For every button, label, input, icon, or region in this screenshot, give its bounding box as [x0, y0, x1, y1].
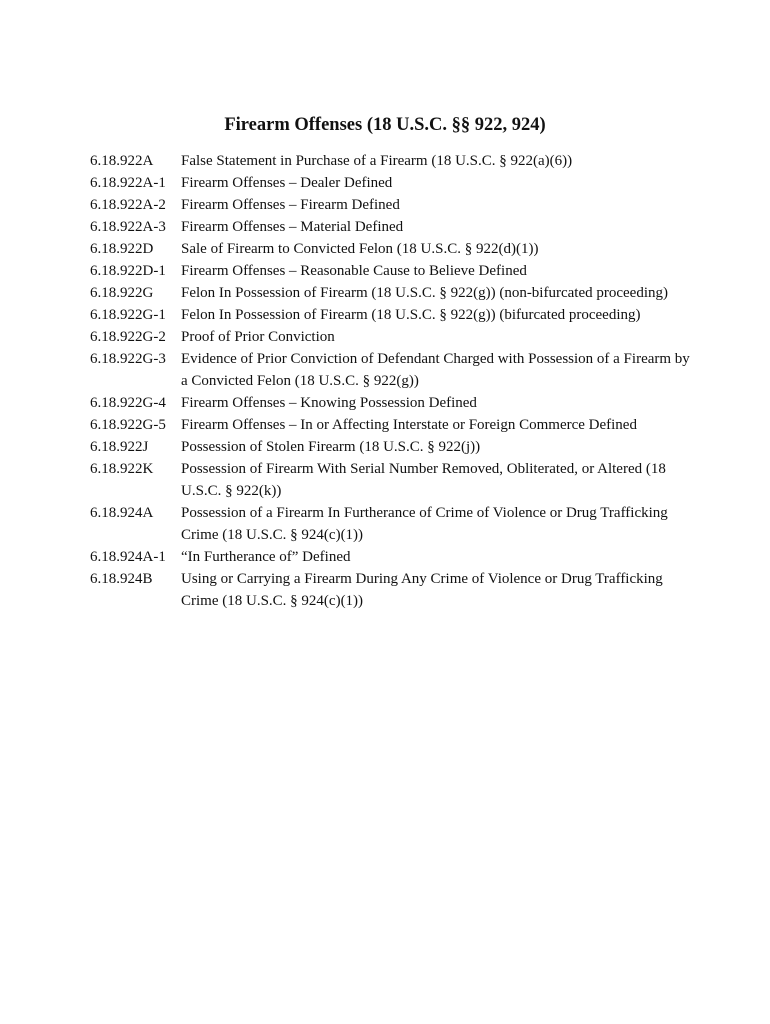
toc-entry: [90, 216, 690, 238]
entry-title: Firearm Offenses – Reasonable Cause to Believe Defined: [181, 263, 527, 279]
entry-number: 6.18.924A-1: [90, 549, 166, 565]
entry-title: Felon In Possession of Firearm (18 U.S.C. § 922(g)) (non-bifurcated proceeding): [181, 285, 668, 301]
toc-entry: [90, 238, 690, 260]
entry-title: Possession of a Firearm In Furtherance of Crime of Violence or Drug Trafficking Crime (18 U.S.C. § 924(c)(1)): [181, 505, 668, 543]
document-title: Firearm Offenses (18 U.S.C. §§ 922, 924): [224, 115, 546, 135]
entry-number: 6.18.922G: [90, 285, 154, 301]
toc-entry: [90, 150, 690, 172]
toc-entry: [90, 458, 690, 502]
entry-number: 6.18.922J: [90, 439, 149, 455]
entry-number: 6.18.922A-3: [90, 219, 166, 235]
toc-entry: [90, 502, 690, 546]
entry-title: Using or Carrying a Firearm During Any Crime of Violence or Drug Trafficking Crime (18 U.S.C. § 924(c)(1)): [181, 571, 663, 609]
entry-title: “In Furtherance of” Defined: [181, 549, 351, 565]
toc-entry: [90, 546, 690, 568]
entry-title: Firearm Offenses – In or Affecting Interstate or Foreign Commerce Defined: [181, 417, 637, 433]
toc-entry: [90, 304, 690, 326]
entry-title: Possession of Stolen Firearm (18 U.S.C. § 922(j)): [181, 439, 481, 455]
entry-number: 6.18.922G-1: [90, 307, 166, 323]
entry-number: 6.18.922A-1: [90, 175, 166, 191]
toc-entry: [90, 348, 690, 392]
entry-number: 6.18.922K: [90, 461, 154, 477]
entry-number: 6.18.922A: [90, 153, 154, 169]
table-of-contents: [90, 150, 690, 612]
entry-title: Firearm Offenses – Material Defined: [181, 219, 404, 235]
entry-title: Evidence of Prior Conviction of Defendant Charged with Possession of a Firearm by a Convicted Felon (18 U.S.C. § 922(g)): [181, 351, 690, 389]
toc-entry: [90, 326, 690, 348]
toc-entry: [90, 392, 690, 414]
entry-number: 6.18.922G-5: [90, 417, 166, 433]
toc-entry: [90, 194, 690, 216]
entry-title: Felon In Possession of Firearm (18 U.S.C. § 922(g)) (bifurcated proceeding): [181, 307, 641, 323]
toc-entry: [90, 260, 690, 282]
entry-title: False Statement in Purchase of a Firearm (18 U.S.C. § 922(a)(6)): [181, 153, 573, 169]
entry-title: Firearm Offenses – Knowing Possession Defined: [181, 395, 477, 411]
toc-entry: [90, 414, 690, 436]
toc-entry: [90, 172, 690, 194]
entry-title: Firearm Offenses – Dealer Defined: [181, 175, 393, 191]
entry-number: 6.18.924A: [90, 505, 154, 521]
toc-entry: [90, 568, 690, 612]
entry-title: Possession of Firearm With Serial Number Removed, Obliterated, or Altered (18 U.S.C. § 922(k)): [181, 461, 666, 499]
entry-number: 6.18.922D: [90, 241, 154, 257]
toc-entry: [90, 436, 690, 458]
entry-number: 6.18.922D-1: [90, 263, 166, 279]
entry-number: 6.18.922G-3: [90, 351, 166, 367]
toc-entry: [90, 282, 690, 304]
entry-number: 6.18.922G-4: [90, 395, 166, 411]
entry-number: 6.18.924B: [90, 571, 153, 587]
entry-title: Proof of Prior Conviction: [181, 329, 335, 345]
entry-title: Sale of Firearm to Convicted Felon (18 U.S.C. § 922(d)(1)): [181, 241, 539, 257]
entry-title: Firearm Offenses – Firearm Defined: [181, 197, 400, 213]
entry-number: 6.18.922G-2: [90, 329, 166, 345]
entry-number: 6.18.922A-2: [90, 197, 166, 213]
